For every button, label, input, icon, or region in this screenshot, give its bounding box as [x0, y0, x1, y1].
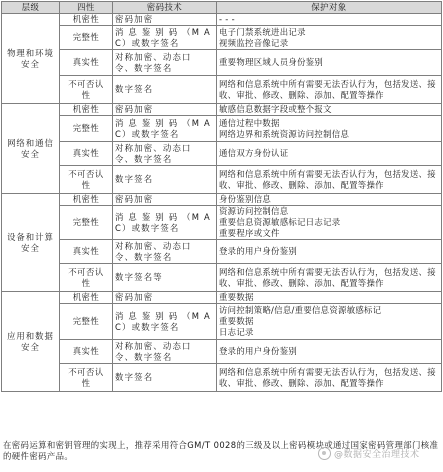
cell-text-line: 性: [81, 377, 91, 388]
cell-text-line: 不可否认: [68, 366, 104, 377]
cell-text-line: C）或数字签名: [115, 222, 180, 233]
cell-text-line: 令、数字签名: [115, 251, 173, 262]
property-cell: [60, 194, 113, 206]
cell-text-line: 网络和信息系统中所有需要无法否认行为，包括发送、接: [219, 168, 436, 179]
cell-text-line: 安全: [21, 58, 40, 69]
property-cell: [60, 104, 113, 116]
cell-text-line: 重要信息资源敏感标记日志记录: [219, 217, 341, 227]
property-cell: [60, 14, 113, 26]
technique-cell: [113, 104, 217, 116]
protected-object-cell: [217, 116, 442, 142]
technique-cell: [113, 364, 217, 392]
cell-text-line: 登录的用户身份鉴别: [219, 346, 298, 356]
property-cell: [60, 240, 113, 264]
cell-text-line: 网络和通信: [7, 137, 54, 148]
technique-cell: [113, 142, 217, 166]
protected-object-cell: [217, 264, 442, 292]
cell-text-line: C）或数字签名: [115, 37, 180, 48]
protected-object-cell: [217, 240, 442, 264]
protected-object-cell: [217, 194, 442, 206]
watermark: [318, 447, 420, 460]
table-row: [2, 116, 442, 142]
property-cell: [60, 292, 113, 304]
technique-cell: [113, 166, 217, 194]
table-row: [2, 264, 442, 292]
technique-cell: [113, 50, 217, 76]
cell-text-line: 完整性: [72, 217, 100, 227]
protected-object-cell: [217, 142, 442, 166]
cell-text-line: C）或数字签名: [115, 321, 180, 332]
footnote-line: 的硬件密码产品。: [3, 451, 74, 461]
property-cell: [60, 206, 113, 240]
table-row: [2, 240, 442, 264]
cell-text-line: 数字签名: [115, 84, 154, 94]
cell-text-line: C）或数字签名: [115, 128, 180, 139]
protected-object-cell: [217, 364, 442, 392]
cell-text-line: 安全: [21, 341, 40, 352]
cell-text-line: 身份鉴别信息: [219, 194, 272, 204]
cell-text-line: 令、数字签名: [115, 62, 173, 73]
cell-text-line: 完整性: [72, 316, 100, 326]
protected-object-cell: [217, 76, 442, 104]
protected-object-cell: [217, 50, 442, 76]
property-cell: [60, 364, 113, 392]
protected-object-cell: [217, 304, 442, 340]
cell-text-line: 密码加密: [115, 292, 154, 302]
cell-text-line: 不可否认: [68, 168, 104, 179]
cell-text-line: 电子门禁系统进出记录: [219, 26, 306, 37]
cell-text-line: 真实性: [72, 346, 100, 356]
cell-text-line: 真实性: [72, 57, 100, 67]
layer-cell: [2, 104, 60, 194]
layer-cell: [2, 292, 60, 392]
technique-cell: [113, 292, 217, 304]
cell-text-line: 对称加密、动态口: [115, 340, 192, 351]
cell-text-line: 密码加密: [115, 194, 154, 204]
cell-text-line: 安全: [21, 242, 40, 253]
cell-text-line: 日志记录: [219, 327, 254, 337]
cell-text-line: 数字签名等: [115, 272, 163, 282]
table-row: [2, 166, 442, 194]
cell-text-line: 视频监控音像记录: [219, 37, 289, 48]
protected-object-cell: [217, 104, 442, 116]
header-layer: 层级: [2, 2, 60, 14]
technique-cell: [113, 304, 217, 340]
cell-text-line: 不可否认: [68, 266, 104, 277]
cell-text-line: 密码加密: [115, 104, 154, 114]
cell-text-line: 网络和信息系统中所有需要无法否认行为，包括发送、接: [219, 266, 436, 277]
cell-text-line: 通信过程中数据: [219, 117, 280, 128]
cell-text-line: 收、审批、修改、删除、添加、配置等操作: [219, 89, 384, 100]
technique-cell: [113, 116, 217, 142]
cell-text-line: 完整性: [72, 32, 100, 42]
cell-text-line: 不可否认: [68, 78, 104, 89]
table-row: [2, 194, 442, 206]
table-row: [2, 142, 442, 166]
technique-cell: [113, 206, 217, 240]
cell-text-line: 机密性: [72, 292, 100, 302]
cell-text-line: 应用和数据: [7, 330, 54, 341]
property-cell: [60, 142, 113, 166]
table-header-row: [2, 2, 442, 14]
cell-text-line: 令、数字签名: [115, 153, 173, 164]
watermark-logo-icon: [318, 447, 331, 460]
property-cell: [60, 116, 113, 142]
technique-cell: [113, 240, 217, 264]
cell-text-line: 收、审批、修改、删除、添加、配置等操作: [219, 277, 384, 288]
technique-cell: [113, 14, 217, 26]
protected-object-cell: [217, 166, 442, 194]
property-cell: [60, 50, 113, 76]
cell-text-line: 敏感信息数据字段或整个报文: [219, 104, 332, 114]
property-cell: [60, 340, 113, 364]
cell-text-line: 机密性: [72, 14, 100, 24]
table-row: [2, 364, 442, 392]
cell-text-line: 机密性: [72, 104, 100, 114]
header-object: 保护对象: [217, 2, 442, 14]
cell-text-line: 密码加密: [115, 14, 154, 24]
cell-text-line: 设备和计算: [7, 231, 54, 242]
cell-text-line: 机密性: [72, 194, 100, 204]
cell-text-line: 性: [81, 89, 91, 100]
table-row: [2, 50, 442, 76]
cell-text-line: 令、数字签名: [115, 351, 173, 362]
table-row: [2, 304, 442, 340]
table-row: [2, 206, 442, 240]
cell-text-line: 真实性: [72, 246, 100, 256]
protected-object-cell: [217, 14, 442, 26]
property-cell: [60, 264, 113, 292]
cell-text-line: 网络和信息系统中所有需要无法否认行为，包括发送、接: [219, 78, 436, 89]
technique-cell: [113, 26, 217, 50]
protected-object-cell: [217, 206, 442, 240]
cell-text-line: 安全: [21, 148, 40, 159]
cell-text-line: 数字签名: [115, 174, 154, 184]
technique-cell: [113, 76, 217, 104]
cell-text-line: 消 息 鉴 别 码 （M A: [115, 26, 211, 37]
cell-text-line: 收、审批、修改、删除、添加、配置等操作: [219, 377, 384, 388]
cell-text-line: 对称加密、动态口: [115, 142, 192, 153]
cell-text-line: 完整性: [72, 123, 100, 133]
security-requirements-table: [1, 1, 442, 392]
cell-text-line: 访问控制策略/信息/重要信息资源敏感标记: [219, 305, 382, 315]
cell-text-line: 登录的用户身份鉴别: [219, 246, 298, 256]
cell-text-line: 重要数据: [219, 292, 254, 302]
cell-text-line: 网络边界和系统资源访问控制信息: [219, 128, 350, 139]
property-cell: [60, 26, 113, 50]
cell-text-line: 对称加密、动态口: [115, 240, 192, 251]
cell-text-line: 收、审批、修改、删除、添加、配置等操作: [219, 179, 384, 190]
cell-text-line: 资源访问控制信息: [219, 206, 289, 216]
cell-text-line: 重要程序或文件: [219, 228, 280, 238]
cell-text-line: 网络和信息系统中所有需要无法否认行为，包括发送、接: [219, 366, 436, 377]
cell-text-line: 物理和环境: [7, 47, 54, 58]
header-technique: 密码技术: [113, 2, 217, 14]
footnote-line: 在密码运算和密钥管理的实现上，推荐采用符合GM/T 0028的三级及以上密码模块或通过国家密码管理部门核准: [3, 440, 439, 450]
cell-text-line: 重要物理区域人员身份鉴别: [219, 57, 324, 67]
technique-cell: [113, 340, 217, 364]
cell-text-line: 消 息 鉴 别 码 （M A: [115, 310, 211, 321]
cell-text-line: 数字签名: [115, 372, 154, 382]
table-row: [2, 340, 442, 364]
cell-text-line: 性: [81, 179, 91, 190]
technique-cell: [113, 194, 217, 206]
table-row: [2, 14, 442, 26]
technique-cell: [113, 264, 217, 292]
cell-text-line: - - -: [219, 14, 235, 24]
watermark-text: @数据安全治理技术: [334, 450, 420, 460]
cell-text-line: 重要数据: [219, 316, 254, 326]
protected-object-cell: [217, 340, 442, 364]
protected-object-cell: [217, 292, 442, 304]
cell-text-line: 对称加密、动态口: [115, 51, 192, 62]
table-body: [2, 14, 442, 392]
layer-cell: [2, 14, 60, 104]
cell-text-line: 通信双方身份认证: [219, 148, 289, 158]
property-cell: [60, 166, 113, 194]
property-cell: [60, 76, 113, 104]
table-row: [2, 292, 442, 304]
table-row: [2, 26, 442, 50]
table-row: [2, 104, 442, 116]
cell-text-line: 消 息 鉴 别 码 （M A: [115, 211, 211, 222]
protected-object-cell: [217, 26, 442, 50]
cell-text-line: 消 息 鉴 别 码 （M A: [115, 117, 211, 128]
cell-text-line: 真实性: [72, 148, 100, 158]
layer-cell: [2, 194, 60, 292]
property-cell: [60, 304, 113, 340]
cell-text-line: 性: [81, 277, 91, 288]
table-row: [2, 76, 442, 104]
header-property: 四性: [60, 2, 113, 14]
